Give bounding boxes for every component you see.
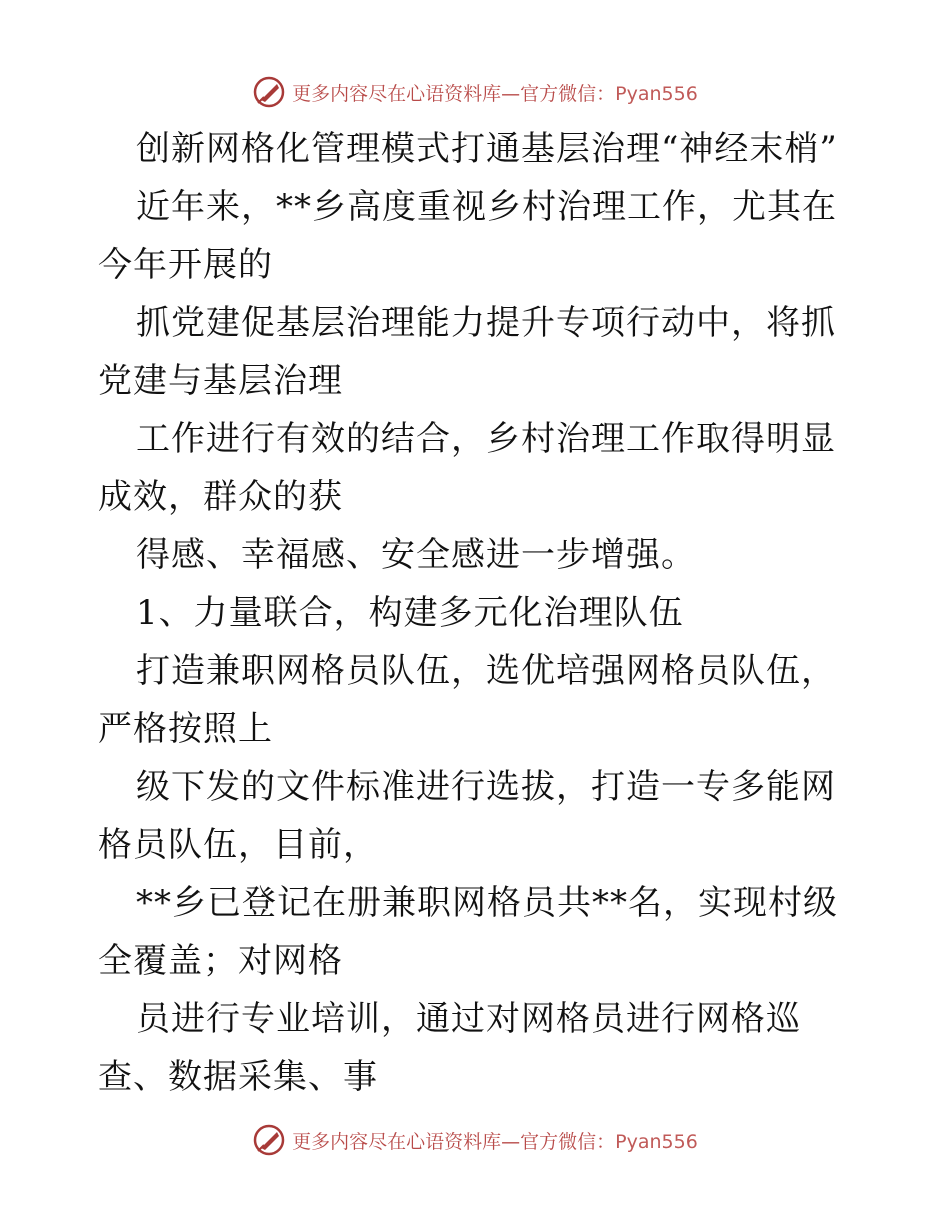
banner-wechat-id: Pyan556 xyxy=(615,82,698,105)
paragraph-line: 近年来，**乡高度重视乡村治理工作，尤其在今年开展的 xyxy=(98,187,837,285)
banner-label: 更多内容尽在心语资料库—官方微信： xyxy=(292,1130,616,1153)
header-banner-inner xyxy=(252,75,698,109)
paragraph-line: 抓党建促基层治理能力提升专项行动中，将抓党建与基层治理 xyxy=(98,303,836,401)
paragraph-line: **乡已登记在册兼职网格员共**名，实现村级全覆盖；对网格 xyxy=(98,883,838,981)
document-title: 创新网格化管理模式打通基层治理“神经末梢” xyxy=(136,129,838,169)
banner-label: 更多内容尽在心语资料库—官方微信： xyxy=(292,82,616,105)
banner-text xyxy=(292,79,698,106)
paragraph-line: 打造兼职网格员队伍，选优培强网格员队伍，严格按照上 xyxy=(98,651,836,749)
section-heading: 1、力量联合，构建多元化治理队伍 xyxy=(136,593,684,633)
header-banner xyxy=(0,72,950,112)
paragraph-line: 得感、幸福感、安全感进一步增强。 xyxy=(136,535,696,575)
footer-banner-inner xyxy=(252,1123,698,1157)
quill-logo-icon xyxy=(252,75,286,109)
banner-wechat-id: Pyan556 xyxy=(615,1130,698,1153)
document-body xyxy=(98,120,858,1106)
banner-text xyxy=(292,1127,698,1154)
paragraph-line: 工作进行有效的结合，乡村治理工作取得明显成效，群众的获 xyxy=(98,419,836,517)
paragraph-line: 员进行专业培训，通过对网格员进行网格巡查、数据采集、事 xyxy=(98,999,801,1097)
paragraph-line: 级下发的文件标准进行选拔，打造一专多能网格员队伍，目前， xyxy=(98,767,836,865)
quill-logo-icon xyxy=(252,1123,286,1157)
footer-banner xyxy=(0,1120,950,1160)
